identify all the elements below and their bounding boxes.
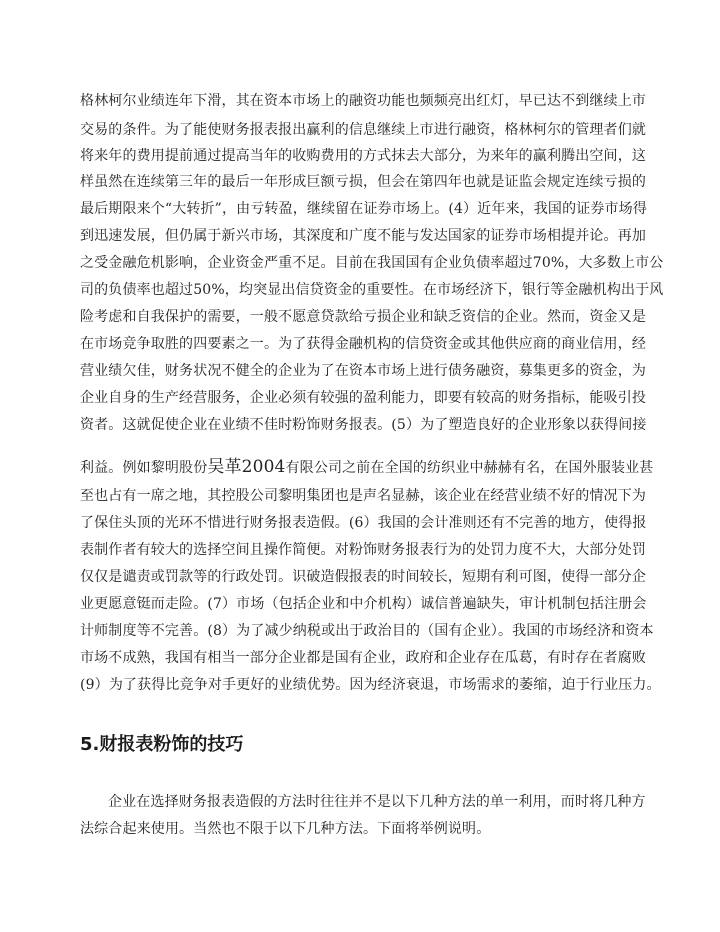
text-line: 在市场竞争取胜的四要素之一。为了获得金融机构的信贷资金或其他供应商的商业信用，经 bbox=[80, 336, 646, 352]
text-line: 险考虑和自我保护的需要，一般不愿意贷款给亏损企业和缺乏资信的企业。然而，资金又是 bbox=[80, 309, 646, 325]
text-line: 至也占有一席之地，其控股公司黎明集团也是声名显赫，该企业在经营业绩不好的情况下为 bbox=[80, 488, 646, 504]
section-heading: 5.财报表粉饰的技巧 bbox=[80, 734, 244, 755]
text-line: 格林柯尔业绩连年下滑，其在资本市场上的融资功能也频频亮出红灯，早已达不到继续上市 bbox=[80, 93, 646, 109]
text-line bbox=[80, 457, 653, 478]
text-segment-mixed: 吴革2004 bbox=[207, 457, 286, 477]
text-line: 企业在选择财务报表造假的方法时往往并不是以下几种方法的单一利用，而时将几种方 bbox=[108, 794, 646, 810]
text-line: 最后期限来个“大转折”，由亏转盈，继续留在证券市场上。(4）近年来，我国的证券市场得 bbox=[80, 201, 647, 217]
text-line: 司的负债率也超过50%，均突显出信贷资金的重要性。在市场经济下，银行等金融机构出于风 bbox=[80, 282, 664, 298]
text-line: 法综合起来使用。当然也不限于以下几种方法。下面将举例说明。 bbox=[80, 821, 491, 837]
text-line: 将来年的费用提前通过提高当年的收购费用的方式抹去大部分，为来年的赢利腾出空间，这 bbox=[80, 148, 646, 164]
text-line: 市场不成熟，我国有相当一部分企业都是国有企业，政府和企业存在瓜葛，有时存在者腐败 bbox=[80, 650, 646, 666]
text-line: 表制作者有较大的选择空间且操作简便。对粉饰财务报表行为的处罚力度不大，大部分处罚 bbox=[80, 542, 646, 558]
text-line: 到迅速发展，但仍属于新兴市场，其深度和广度不能与发达国家的证券市场相提并论。再加 bbox=[80, 228, 646, 244]
text-line: 了保住头顶的光环不惜进行财务报表造假。(6）我国的会计准则还有不完善的地方，使得报 bbox=[80, 515, 647, 531]
text-line: 企业自身的生产经营服务，企业必须有较强的盈利能力，即要有较高的财务指标，能吸引投 bbox=[80, 390, 646, 406]
text-line: 营业绩欠佳，财务状况不健全的企业为了在资本市场上进行债务融资，募集更多的资金，为 bbox=[80, 363, 646, 379]
text-line: (9）为了获得比竞争对手更好的业绩优势。因为经济衰退，市场需求的萎缩，迫于行业压力。 bbox=[80, 677, 661, 693]
text-line: 样虽然在连续第三年的最后一年形成巨额亏损，但会在第四年也就是证监会规定连续亏损的 bbox=[80, 174, 646, 190]
text-segment: 利益。例如黎明股份 bbox=[80, 460, 208, 476]
text-line: 资者。这就促使企业在业绩不佳时粉饰财务报表。(5）为了塑造良好的企业形象以获得间接 bbox=[80, 417, 647, 433]
text-line: 之受金融危机影响，企业资金严重不足。目前在我国国有企业负债率超过70%，大多数上市公 bbox=[80, 255, 664, 271]
text-line: 业更愿意铤而走险。(7）市场（包括企业和中介机构）诚信普遍缺失，审计机制包括注册会 bbox=[80, 596, 647, 612]
text-line: 交易的条件。为了能使财务报表报出赢利的信息继续上市进行融资，格林柯尔的管理者们就 bbox=[80, 122, 646, 138]
text-segment: 有限公司之前在全国的纺织业中赫赫有名，在国外服装业甚 bbox=[285, 460, 654, 476]
text-line: 仅仅是谴责或罚款等的行政处罚。识破造假报表的时间较长，短期有利可图，使得一部分企 bbox=[80, 569, 646, 585]
text-line: 计师制度等不完善。(8）为了减少纳税或出于政治目的（国有企业）。我国的市场经济和资本 bbox=[80, 623, 654, 639]
